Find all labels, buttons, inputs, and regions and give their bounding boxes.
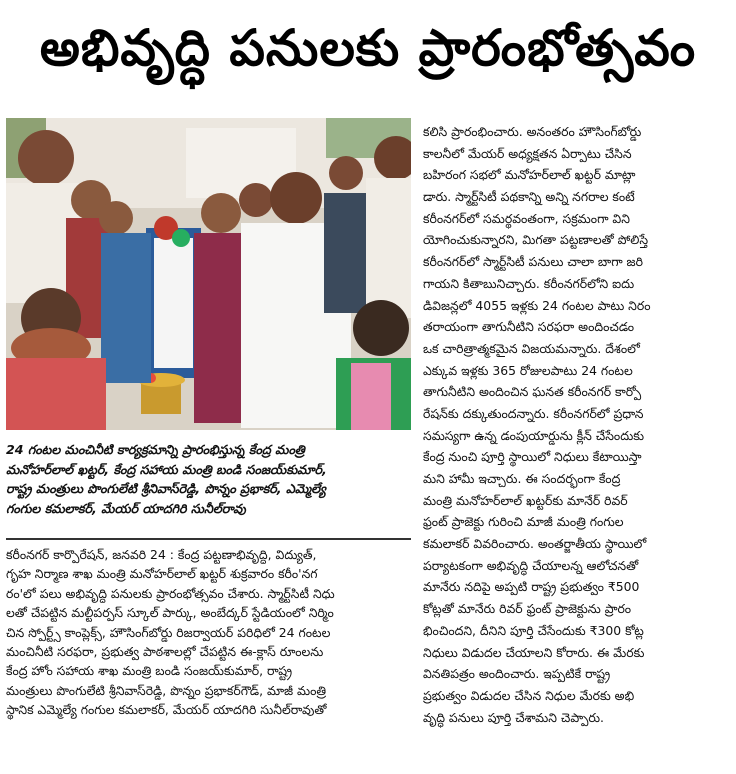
headline: అభివృద్ధి పనులకు ప్రారంభోత్సవం bbox=[39, 18, 697, 77]
caption-line: రాష్ట్ర మంత్రులు పొంగులేటి శ్రీనివాస్‌రెడ్డి, పొన్నం ప్రభాకర్, ఎమ్మెల్యే bbox=[6, 481, 326, 496]
article-line: చిన స్పోర్ట్స్ కాంప్లెక్స్, హౌసింగ్‌బోర్డు రిజర్వాయర్ పరిధిలో 24 గంటల bbox=[6, 624, 331, 640]
article-column-left bbox=[6, 545, 411, 720]
article-line: ప్రభుత్వం విడుదల చేసిన నిధుల మేరకు అభి bbox=[423, 687, 635, 703]
article-line: కోట్లతో మానేరు రివర్ ఫ్రంట్ ప్రాజెక్టును ప్రారం bbox=[423, 601, 632, 617]
article-line: ఎక్కువ ఇళ్లకు 365 రోజులపాటు 24 గంటల bbox=[423, 362, 633, 378]
article-line: కలిసి ప్రారంభించారు. అనంతరం హౌసింగ్‌బోర్డు bbox=[423, 124, 642, 139]
article-line: పర్యాటకంగా అభివృద్ధి చేయాలన్న ఆలోచనతో bbox=[423, 557, 639, 573]
article-column-right bbox=[423, 121, 731, 728]
article-line: డారు. స్మార్ట్‌సిటీ పథకాన్ని అన్ని నగరాల కంటే bbox=[423, 189, 635, 205]
article-line: వినతిపత్రం అందించారు. ఇప్పటికే రాష్ట్ర bbox=[423, 666, 611, 682]
news-photo bbox=[6, 118, 411, 430]
article-line: ఒక చారిత్రాత్మకమైన విజయమన్నారు. దేశంలో bbox=[423, 340, 640, 356]
caption-line: 24 గంటల మంచినీటి కార్యక్రమాన్ని ప్రారంభిస్తున్న కేంద్ర మంత్రి bbox=[6, 442, 305, 457]
article-line: కమలాకర్ వివరించారు. అంతర్జాతీయ స్థాయిలో bbox=[423, 536, 647, 552]
ceremony-photo-illustration bbox=[6, 118, 411, 430]
article-line: రేషన్‌కు దక్కుతుందన్నారు. కరీంనగర్‌లో ప్రధాన bbox=[423, 405, 644, 421]
article-line: గాయని కితాబునిచ్చారు. కరీంనగర్‌లోని ఐదు bbox=[423, 275, 635, 291]
caption-divider bbox=[6, 538, 411, 540]
article-line: మంచినీటి సరఫరా, ప్రభుత్వ పాఠశాలల్లో చేపట్టిన ఈ-క్లాస్ రూంలను bbox=[6, 643, 324, 659]
article-line: మానేరు నదిపై అప్పటి రాష్ట్ర ప్రభుత్వం ₹500 bbox=[423, 579, 640, 595]
article-line: కేంద్ర హోం సహాయ శాఖ మంత్రి బండి సంజయ్‌కుమార్, రాష్ట్ర bbox=[6, 663, 293, 679]
article-line: లతో చేపట్టిన మల్టీపర్పస్ స్కూల్ పార్కు, అంబేద్కర్ స్టేడియంలో నిర్మిం bbox=[6, 605, 334, 621]
article-line: కేంద్ర నుంచి పూర్తి స్థాయిలో నిధులు కేటాయిస్తా bbox=[423, 449, 642, 465]
article-line: సమస్యగా ఉన్న డంపుయార్డును క్లీన్ చేసేందుకు bbox=[423, 427, 644, 443]
caption-line: గంగుల కమలాకర్, మేయర్ యాదగిరి సునీల్‌రావు bbox=[6, 500, 246, 516]
article-line: స్థానిక ఎమ్మెల్యే గంగుల కమలాకర్, మేయర్ యాదగిరి సునీల్‌రావుతో bbox=[6, 702, 327, 718]
article-line: కరీంనగర్‌లో సమర్థవంతంగా, సక్రమంగా విని bbox=[423, 210, 630, 226]
photo-caption bbox=[6, 440, 411, 538]
article-line: మంత్రులు పొంగులేటి శ్రీనివాస్‌రెడ్డి, పొన్నం ప్రభాకర్‌గౌడ్, మాజీ మంత్రి bbox=[6, 682, 327, 698]
article-line: తరాయంగా తాగునీటిని సరఫరా అందించడం bbox=[423, 319, 635, 335]
article-line: మంత్రి మనోహర్‌లాల్ ఖట్టర్‌కు మానేర్ రివర్ bbox=[423, 492, 628, 508]
article-line: రం'లో పలు అభివృద్ధి పనులకు ప్రారంభోత్సవం చేశారు. స్మార్ట్‌సిటీ నిధు bbox=[6, 585, 335, 601]
article-line: కరీంనగర్‌లో స్మార్ట్‌సిటీ పనులు చాలా బాగా జరి bbox=[423, 254, 643, 270]
caption-line: మనోహర్‌లాల్ ఖట్టర్, కేంద్ర సహాయ మంత్రి బండి సంజయ్‌కుమార్, bbox=[6, 461, 327, 477]
article-line: నిధులు విడుదల చేయాలని కోరారు. ఈ మేరకు bbox=[423, 644, 645, 660]
article-line: డివిజన్లలో 4055 ఇళ్లకు 24 గంటల పాటు నిరం bbox=[423, 297, 651, 313]
article-line: ఫ్రంట్ ప్రాజెక్టు గురించి మాజీ మంత్రి గంగుల bbox=[423, 514, 624, 530]
article-line: కరీంనగర్ కార్పొరేషన్, జనవరి 24 : కేంద్ర పట్టణాభివృద్ధి, విద్యుత్, bbox=[6, 547, 317, 562]
article-line: యోగించుకున్నారని, మిగతా పట్టణాలతో పోలిస్తే bbox=[423, 232, 649, 248]
article-line: బహిరంగ సభలో మనోహర్‌లాల్ ఖట్టర్ మాట్లా bbox=[423, 167, 636, 183]
article-line: గృహ నిర్మాణ శాఖ మంత్రి మనోహర్‌లాల్ ఖట్టర్ శుక్రవారం కరీం'నగ bbox=[6, 566, 318, 582]
article-line: తాగునీటిని అందించిన ఘనత కరీంనగర్ కార్పో bbox=[423, 384, 642, 400]
article-line: కాలనీలో మేయర్ అధ్యక్షతన ఏర్పాటు చేసిన bbox=[423, 145, 632, 161]
article-line: వృద్ధి పనులు పూర్తి చేశామని చెప్పారు. bbox=[423, 709, 604, 725]
article-line: మని హామీ ఇచ్చారు. ఈ సందర్భంగా కేంద్ర bbox=[423, 471, 621, 486]
article-line: భించిందని, దీనిని పూర్తి చేసేందుకు ₹300 కోట్ల bbox=[423, 622, 644, 638]
